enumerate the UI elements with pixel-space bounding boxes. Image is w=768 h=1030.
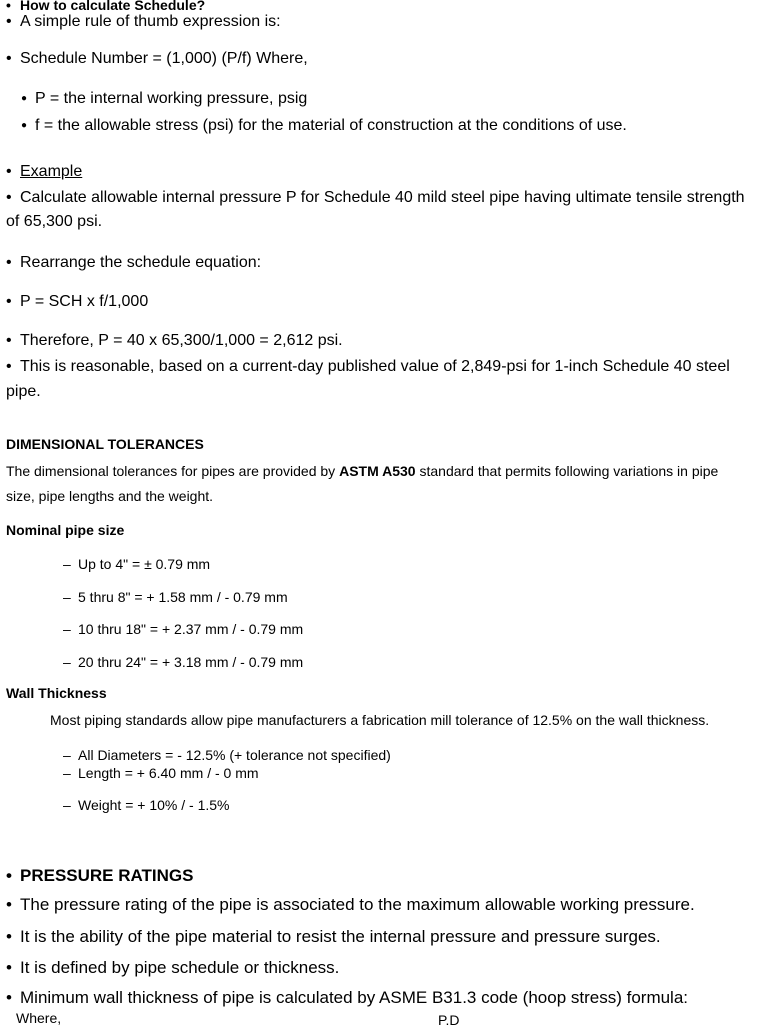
pressure-item: • It is the ability of the pipe material to resist the internal pressure and pressure surges. — [20, 926, 661, 947]
pressure-heading: • PRESSURE RATINGS — [20, 865, 194, 886]
nominal-item: – 20 thru 24" = + 3.18 mm / - 0.79 mm — [78, 654, 303, 672]
reasonable-text-line1: • This is reasonable, based on a current-day published value of 2,849-psi for 1-inch Schedule 40 steel — [20, 357, 730, 377]
tolerances-text-line1 — [6, 463, 718, 481]
schedule-intro: • A simple rule of thumb expression is: — [20, 12, 281, 32]
therefore-text: • Therefore, P = 40 x 65,300/1,000 = 2,612 psi. — [20, 331, 343, 351]
wall-item: – Length = + 6.40 mm / - 0 mm — [78, 765, 259, 783]
p-formula: • P = SCH x f/1,000 — [20, 292, 148, 312]
formula-fragment: P.D — [438, 1012, 460, 1028]
reasonable-text-line2: pipe. — [6, 383, 41, 400]
tolerances-heading: DIMENSIONAL TOLERANCES — [6, 436, 204, 452]
schedule-formula: • Schedule Number = (1,000) (P/f) Where, — [20, 49, 308, 69]
pressure-item: • The pressure rating of the pipe is associated to the maximum allowable working pressure. — [20, 894, 695, 915]
rearrange-text: • Rearrange the schedule equation: — [20, 253, 261, 273]
pressure-item: • It is defined by pipe schedule or thickness. — [20, 957, 339, 978]
tolerances-text-before: The dimensional tolerances for pipes are provided by — [6, 463, 340, 479]
astm-standard: ASTM A530 — [339, 463, 416, 479]
example-text-line2: of 65,300 psi. — [6, 213, 103, 230]
pressure-item: • Minimum wall thickness of pipe is calculated by ASME B31.3 code (hoop stress) formula: — [20, 987, 688, 1008]
nominal-item: – 10 thru 18" = + 2.37 mm / - 0.79 mm — [78, 621, 303, 639]
nominal-heading: Nominal pipe size — [6, 522, 125, 538]
example-label-item — [20, 162, 82, 182]
tolerances-text-after: standard that permits following variations in pipe — [415, 463, 719, 479]
wall-text: Most piping standards allow pipe manufacturers a fabrication mill tolerance of 12.5% on the wall thickness. — [50, 712, 710, 728]
tolerances-text-line2: size, pipe lengths and the weight. — [6, 488, 214, 504]
nominal-item: – Up to 4" = ± 0.79 mm — [78, 556, 210, 574]
example-label: Example — [20, 163, 83, 180]
example-text-line1: • Calculate allowable internal pressure P for Schedule 40 mild steel pipe having ultimate tensile strength — [20, 188, 745, 208]
definition-p: ● P = the internal working pressure, psig — [35, 89, 307, 109]
schedule-heading: • How to calculate Schedule? — [20, 0, 205, 15]
where-label: Where, — [16, 1010, 62, 1026]
wall-item: – All Diameters = - 12.5% (+ tolerance not specified) — [78, 747, 391, 765]
nominal-item: – 5 thru 8" = + 1.58 mm / - 0.79 mm — [78, 589, 288, 607]
wall-item: – Weight = + 10% / - 1.5% — [78, 797, 230, 815]
wall-heading: Wall Thickness — [6, 685, 107, 701]
definition-f: ● f = the allowable stress (psi) for the material of construction at the conditions of use. — [35, 116, 627, 136]
